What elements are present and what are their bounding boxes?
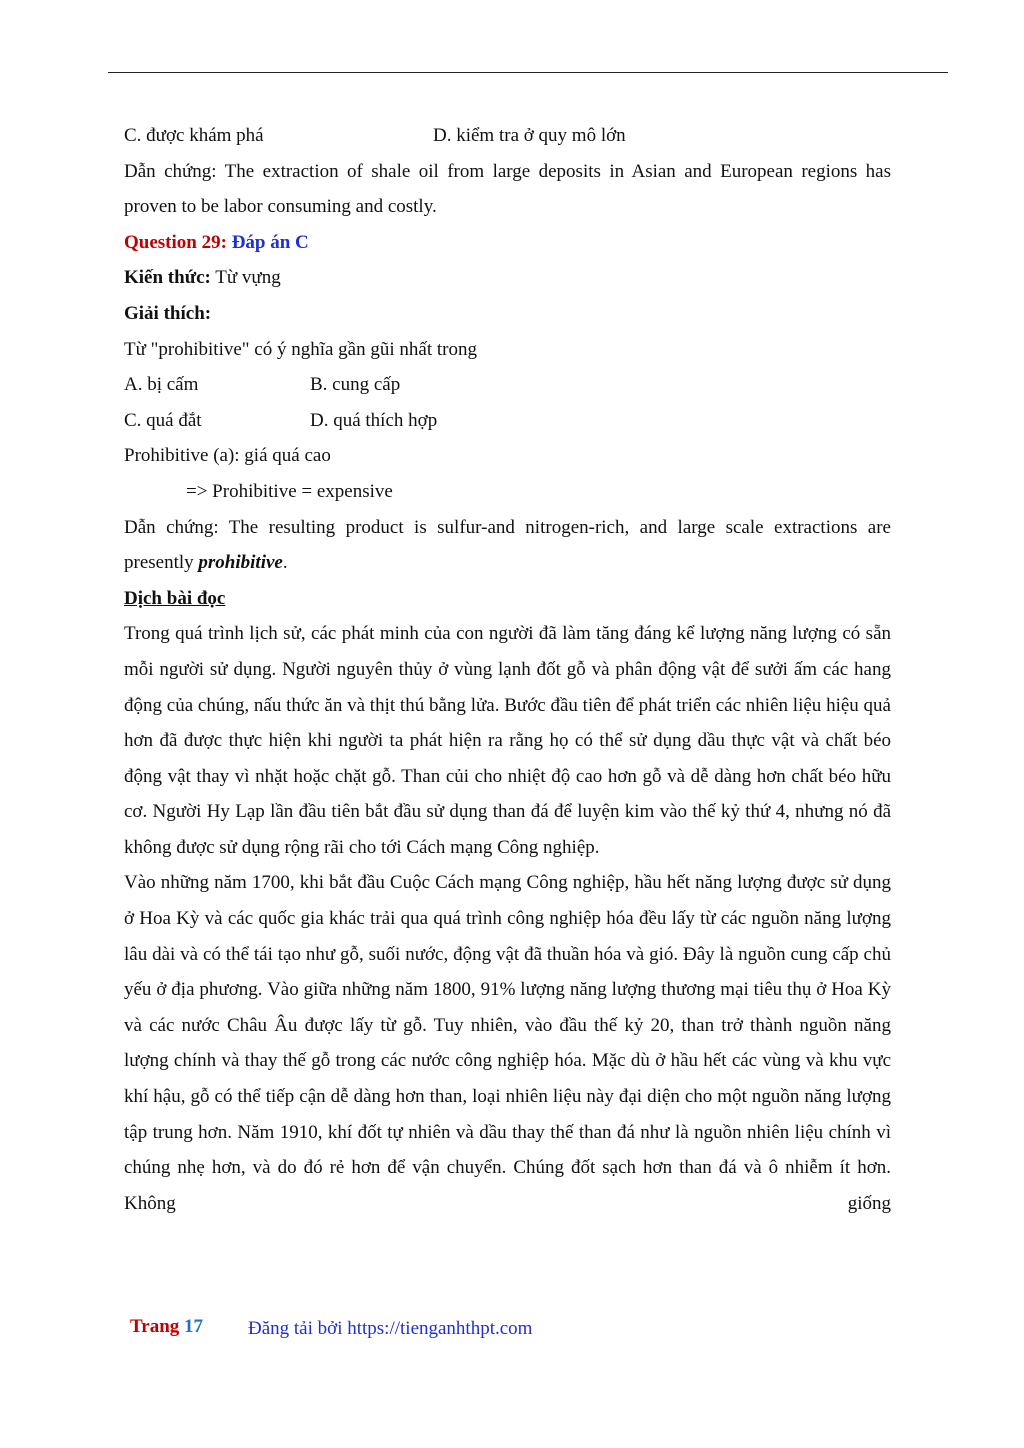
evidence-keyword: prohibitive (198, 552, 283, 574)
evidence-current-end: . (282, 552, 288, 574)
page-footer (130, 1316, 730, 1346)
question-prompt: Từ "prohibitive" có ý nghĩa gần gũi nhất trong (124, 338, 477, 360)
evidence-current-text: Dẫn chứng: The resulting product is sulfur-and nitrogen-rich, and large scale extractions are presently (124, 516, 891, 574)
knowledge-label: Kiến thức: (124, 267, 211, 289)
page-content (124, 118, 891, 1221)
uploaded-by-link[interactable]: Đăng tải bởi https://tienganhthpt.com (248, 1318, 533, 1339)
arrow-line: => Prohibitive = expensive (186, 480, 393, 502)
question-answer: Đáp án C (231, 231, 309, 253)
translation-paragraph-1: Trong quá trình lịch sử, các phát minh của con người đã làm tăng đáng kể lượng năng lượng có sẵn mỗi người sử dụng. Người nguyên thủy ở vùng lạnh đốt gỗ và phân động vật để sưởi ấm các hang động của chúng, nấu thức ăn và thịt thú bằng lửa. Bước đầu tiên để phát triển các nhiên liệu hiệu quả hơn đã được thực hiện khi người ta phát hiện ra rằng họ có thể sử dụng dầu thực vật và chất béo động vật thay vì nhặt hoặc chặt gỗ. Than củi cho nhiệt độ cao hơn gỗ và dễ dàng hơn chất béo hữu cơ. Người Hy Lạp lần đầu tiên bắt đầu sử dụng than đá để luyện kim vào thế kỷ thứ 4, nhưng nó đã không được sử dụng rộng rãi cho tới Cách mạng Công nghiệp. (124, 623, 891, 858)
question-label: Question 29: (124, 231, 227, 253)
header-rule (108, 72, 948, 73)
options-row-ab (124, 367, 891, 403)
translation-heading: Dịch bài đọc (124, 587, 226, 609)
translation-paragraph-2: Vào những năm 1700, khi bắt đầu Cuộc Cách mạng Công nghiệp, hầu hết năng lượng được sử dụng ở Hoa Kỳ và các quốc gia khác trải qua quá trình công nghiệp hóa đều lấy từ các nguồn năng lượng lâu dài và có thể tái tạo như gỗ, suối nước, động vật đã thuần hóa và gió. Đây là nguồn cung cấp chủ yếu ở địa phương. Vào giữa những năm 1800, 91% lượng năng lượng thương mại tiêu thụ ở Hoa Kỳ và các nước Châu Âu được lấy từ gỗ. Tuy nhiên, vào đầu thế kỷ 20, than trở thành nguồn năng lượng chính và thay thế gỗ trong các nước công nghiệp hóa. Mặc dù ở hầu hết các vùng và khu vực khí hậu, gỗ có thể tiếp cận dễ dàng hơn than, loại nhiên liệu này đại diện cho một nguồn năng lượng tập trung hơn. Năm 1910, khí đốt tự nhiên và dầu thay thế than đá như là nguồn nhiên liệu chính vì chúng nhẹ hơn, và do đó rẻ hơn để vận chuyển. Chúng đốt sạch hơn than đá và ô nhiễm ít hơn. Không giống (124, 872, 891, 1214)
page-number: 17 (184, 1316, 204, 1337)
evidence-previous: Dẫn chứng: The extraction of shale oil from large deposits in Asian and European regions has proven to be labor consuming and costly. (124, 160, 891, 218)
explain-label: Giải thích: (124, 302, 212, 324)
previous-options-row (124, 118, 891, 154)
options-row-cd (124, 403, 891, 439)
evidence-current (124, 510, 891, 581)
option-d-previous: D. kiểm tra ở quy mô lớn (433, 125, 626, 146)
page-indicator (130, 1316, 203, 1338)
option-a: A. bị cấm (124, 374, 199, 396)
page-label: Trang (130, 1316, 180, 1337)
definition-line: Prohibitive (a): giá quá cao (124, 445, 331, 467)
option-d: D. quá thích hợp (310, 409, 438, 431)
question-heading (124, 225, 891, 261)
option-b: B. cung cấp (310, 374, 401, 396)
knowledge-value: Từ vựng (210, 267, 281, 289)
option-c-previous: C. được khám phá (124, 125, 264, 146)
option-c: C. quá đắt (124, 409, 202, 431)
knowledge-line (124, 260, 891, 296)
